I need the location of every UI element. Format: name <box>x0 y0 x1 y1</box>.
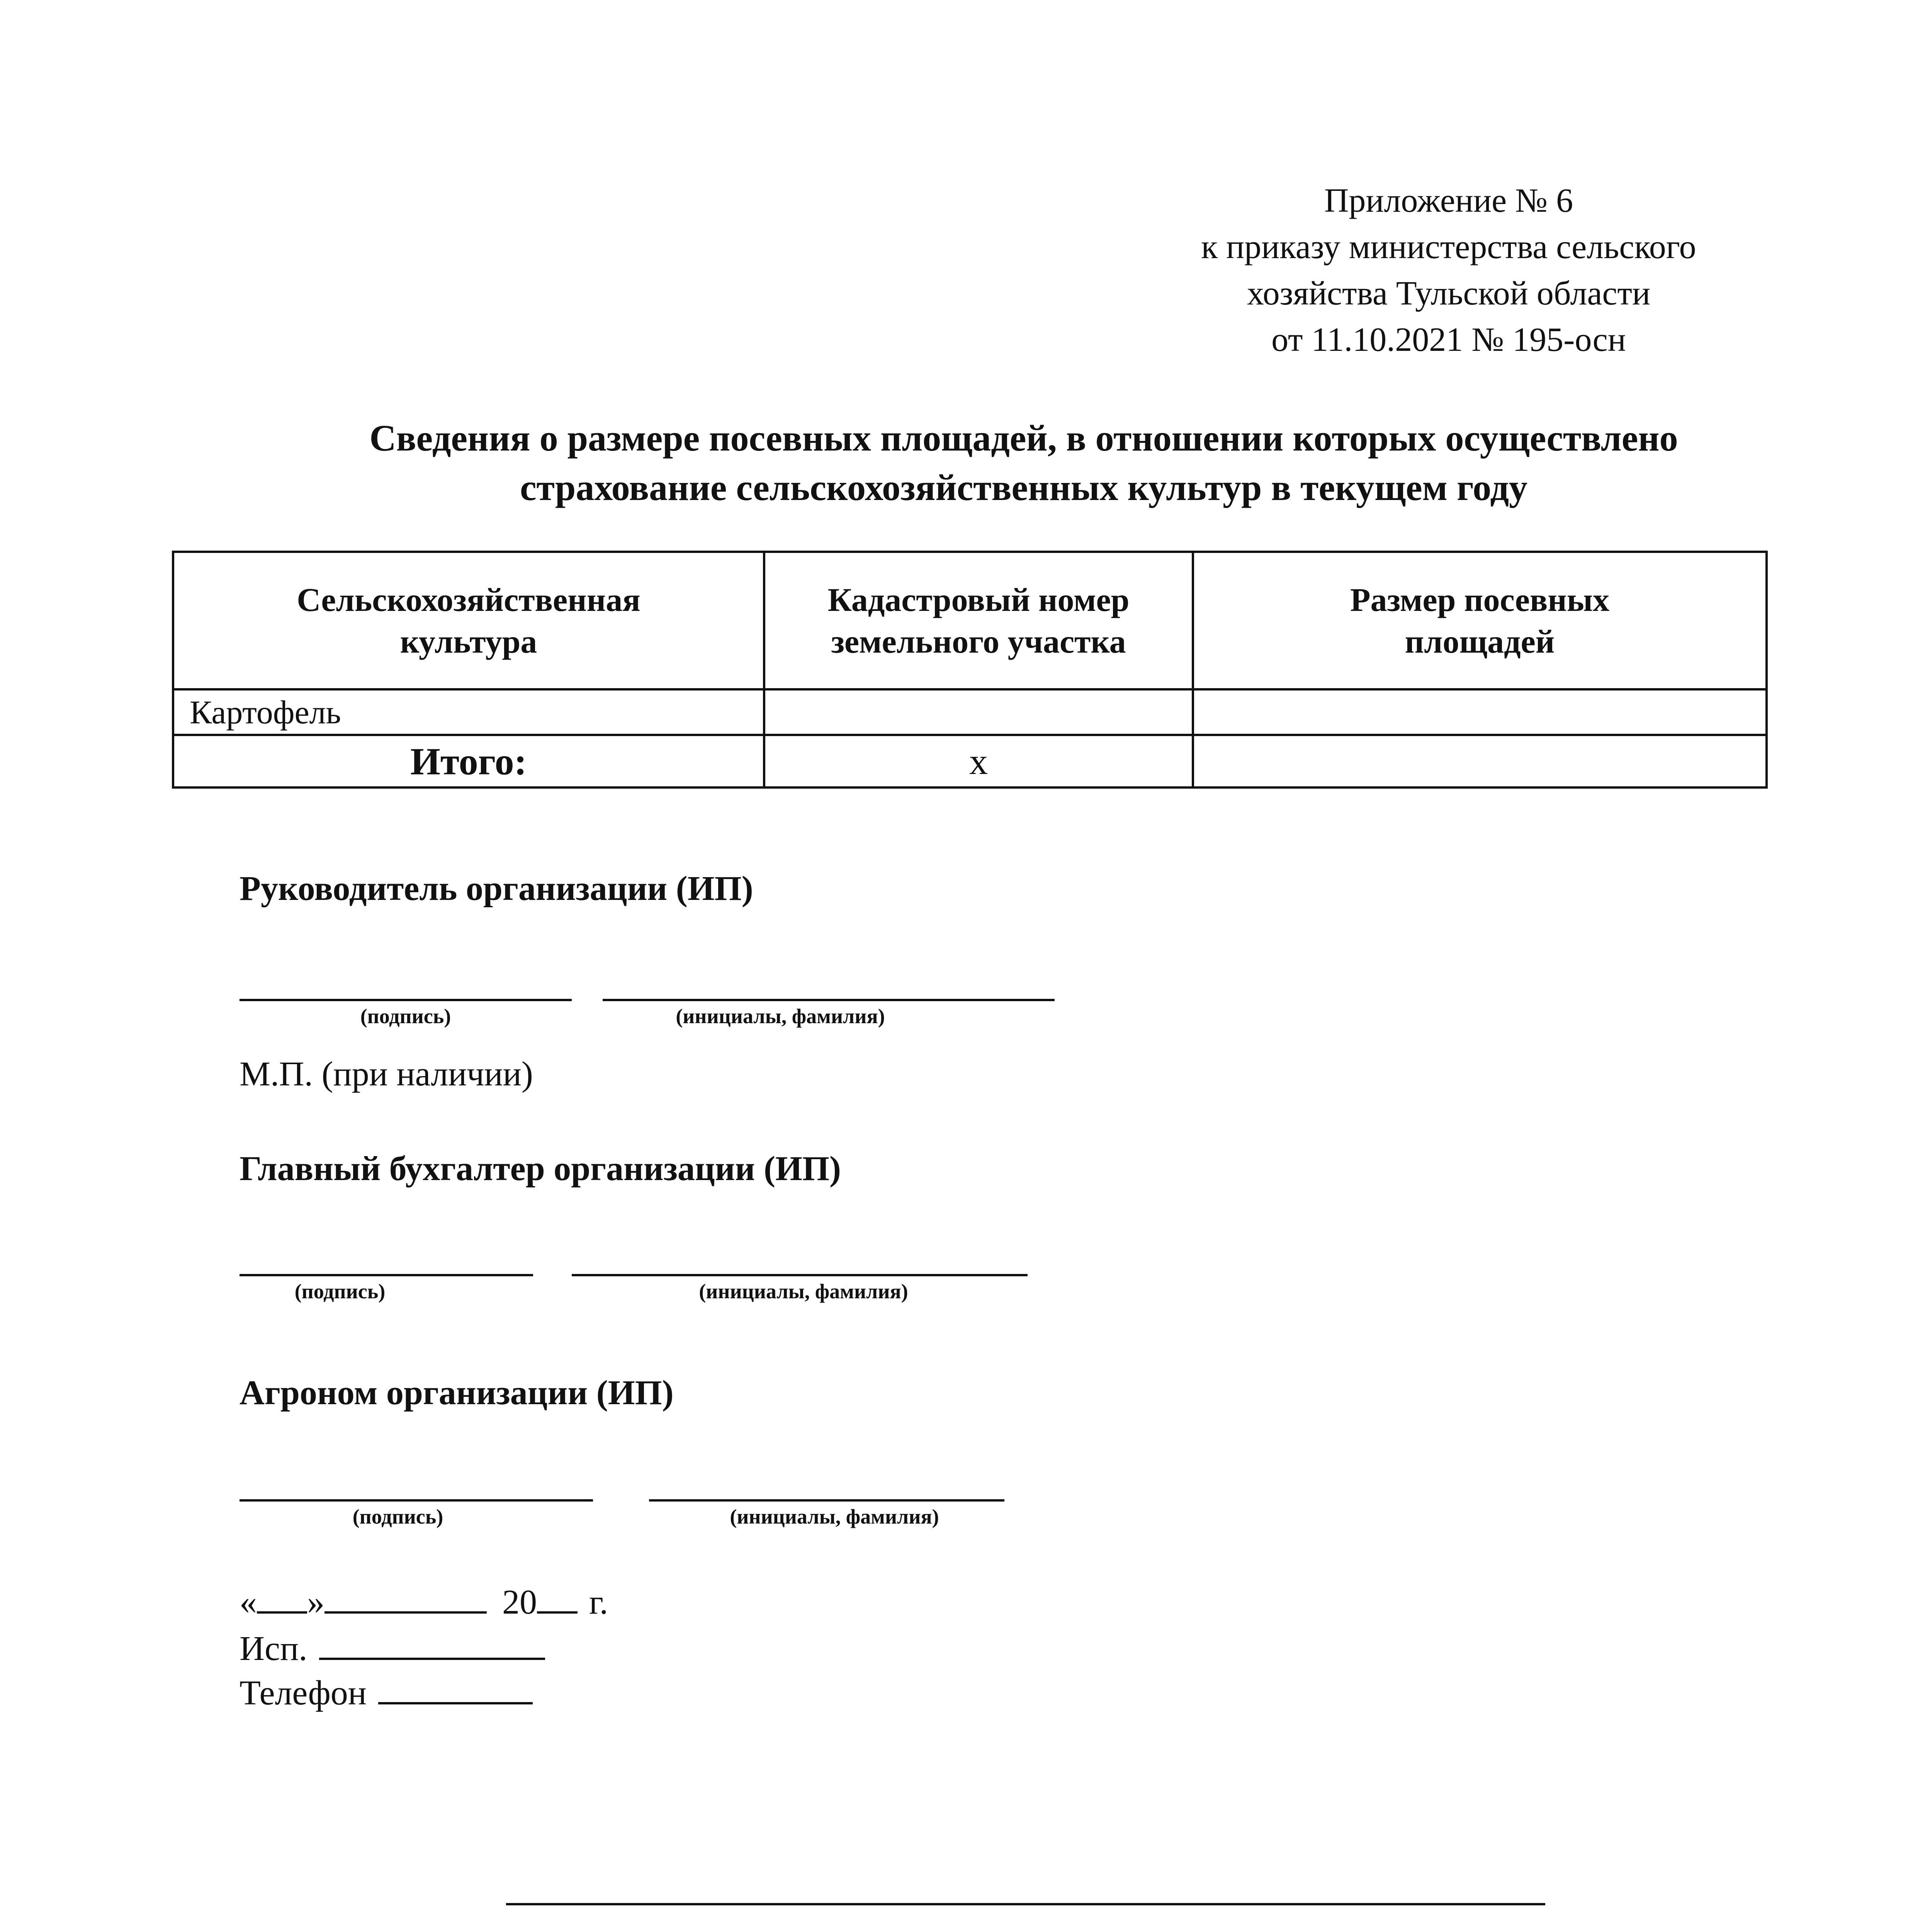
agronomist-signature-caption: (подпись) <box>352 1505 443 1528</box>
date-year-blank[interactable] <box>537 1580 578 1614</box>
executor-line <box>240 1627 545 1670</box>
agronomist-heading: Агроном организации (ИП) <box>240 1374 674 1412</box>
phone-line <box>240 1671 533 1714</box>
document-title-line-1: Сведения о размере посевных площадей, в отношении которых осуществлено <box>369 417 1678 459</box>
cell-area[interactable] <box>1193 689 1767 735</box>
accountant-signature-caption: (подпись) <box>294 1280 386 1303</box>
cell-cadastral[interactable] <box>764 689 1193 735</box>
date-close-quote: » <box>307 1583 324 1621</box>
accountant-name-caption: (инициалы, фамилия) <box>699 1280 908 1303</box>
date-year-prefix: 20 <box>502 1583 537 1621</box>
head-heading: Руководитель организации (ИП) <box>240 869 753 908</box>
appendix-ministry-line: хозяйства Тульской области <box>1247 275 1651 312</box>
date-line <box>240 1580 608 1624</box>
head-name-line[interactable] <box>603 999 1055 1001</box>
total-area[interactable] <box>1193 735 1767 787</box>
phone-label: Телефон <box>240 1674 367 1712</box>
date-open-quote: « <box>240 1583 257 1621</box>
total-label: Итого: <box>173 735 764 787</box>
cell-crop: Картофель <box>173 689 764 735</box>
appendix-number: Приложение № 6 <box>1324 182 1573 219</box>
date-year-suffix: г. <box>589 1583 608 1621</box>
accountant-heading: Главный бухгалтер организации (ИП) <box>240 1150 841 1188</box>
agronomist-signature-line[interactable] <box>240 1499 593 1502</box>
column-header-area: Размер посевных площадей <box>1193 552 1767 689</box>
agronomist-name-caption: (инициалы, фамилия) <box>730 1505 939 1528</box>
seal-note: М.П. (при наличии) <box>240 1055 533 1093</box>
accountant-name-line[interactable] <box>572 1274 1028 1276</box>
date-month-blank[interactable] <box>324 1580 487 1614</box>
table-total-row <box>173 735 1767 787</box>
accountant-signature-line[interactable] <box>240 1274 533 1276</box>
appendix-reference <box>1120 178 1777 363</box>
head-signature-caption: (подпись) <box>360 1005 451 1028</box>
document-title <box>193 413 1854 512</box>
phone-blank[interactable] <box>378 1671 533 1704</box>
column-header-crop: Сельскохозяйственная культура <box>173 552 764 689</box>
document-title-line-2: страхование сельскохозяйственных культур в текущем году <box>520 467 1528 508</box>
column-header-cadastral: Кадастровый номер земельного участка <box>764 552 1193 689</box>
head-name-caption: (инициалы, фамилия) <box>676 1005 885 1028</box>
table-row <box>173 689 1767 735</box>
total-cadastral: х <box>764 735 1193 787</box>
executor-label: Исп. <box>240 1629 308 1668</box>
table-header-row <box>173 552 1767 689</box>
head-signature-line[interactable] <box>240 999 572 1001</box>
closing-rule <box>506 1903 1545 1905</box>
appendix-date-line: от 11.10.2021 № 195-осн <box>1271 321 1626 359</box>
date-day-blank[interactable] <box>257 1580 307 1614</box>
crops-table <box>172 551 1768 789</box>
agronomist-name-line[interactable] <box>649 1499 1004 1502</box>
executor-blank[interactable] <box>319 1627 545 1660</box>
appendix-order-line: к приказу министерства сельского <box>1201 228 1696 266</box>
